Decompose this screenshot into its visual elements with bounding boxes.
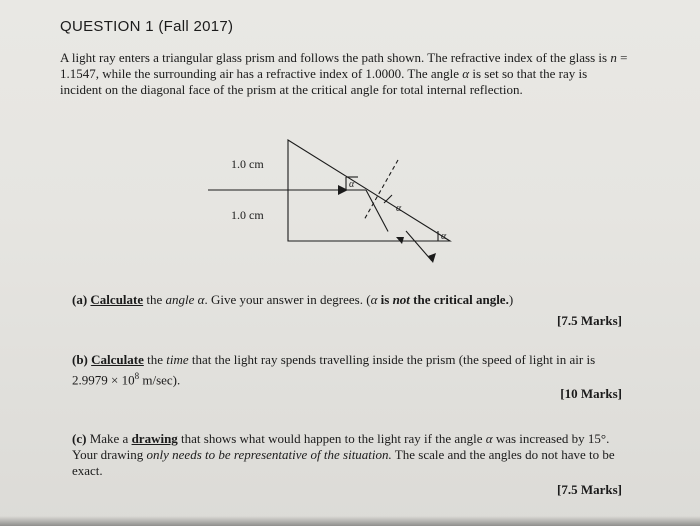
dimension-label-bottom: 1.0 cm xyxy=(231,208,264,222)
prism-diagram xyxy=(200,135,470,270)
part-c-emphasis: only needs to be representative of the situation. xyxy=(146,447,392,462)
part-c-text-1: Make a xyxy=(86,431,132,446)
intro-text-3: is set so that the ray is incident on the diagonal face of the prism at the critical angle for total internal reflection. xyxy=(60,66,588,97)
part-c-text-2: that shows what would happen to the light ray if the angle xyxy=(177,431,486,446)
part-c-marks: [7.5 Marks] xyxy=(557,482,622,497)
exit-ray xyxy=(406,231,432,261)
part-b-text-3: m/sec). xyxy=(139,372,181,388)
part-c-text-4: The scale and the angles do not have to be exact. xyxy=(72,447,615,478)
question-intro xyxy=(60,50,632,98)
part-b-text-2: that the light ray spends travelling inside the prism (the speed of light in air is 2.9979 × 10 xyxy=(72,352,596,388)
angle-label-bottom: α xyxy=(441,231,447,242)
alpha-symbol: α xyxy=(462,66,470,81)
part-a-marks: [7.5 Marks] xyxy=(557,313,622,328)
part-a-emphasis: angle α xyxy=(165,292,205,307)
part-c-label: (c) xyxy=(72,431,87,446)
part-a xyxy=(72,292,632,308)
part-b-command: Calculate xyxy=(91,352,144,367)
intro-text-1: A light ray enters a triangular glass prism and follows the path shown. The refractive index of the glass is xyxy=(60,50,611,65)
part-c-command: drawing xyxy=(131,431,178,446)
part-b-exponent: 8 xyxy=(134,371,140,381)
part-a-text-1: the xyxy=(143,292,166,307)
part-a-alpha: α xyxy=(370,292,378,307)
part-a-not: not xyxy=(392,292,410,307)
part-a-text-3: ) xyxy=(508,292,514,307)
part-b xyxy=(72,352,632,388)
part-b-emphasis: time xyxy=(166,352,189,367)
part-a-bold-1: is xyxy=(377,292,393,307)
page-shadow xyxy=(0,516,700,526)
part-a-label: (a) xyxy=(72,292,88,307)
angle-label-top: α xyxy=(349,179,355,190)
part-b-text-1: the xyxy=(143,352,167,367)
part-c-text-3: was increased by 15°. Your drawing xyxy=(72,431,610,462)
angle-label-middle: α xyxy=(396,203,402,214)
part-a-command: Calculate xyxy=(90,292,144,307)
part-a-bold-2: the critical angle. xyxy=(413,292,509,307)
part-b-marks: [10 Marks] xyxy=(560,386,622,401)
part-a-text-2: . Give your answer in degrees. ( xyxy=(204,292,371,307)
dimension-label-top: 1.0 cm xyxy=(231,157,264,171)
question-title: QUESTION 1 (Fall 2017) xyxy=(60,18,234,35)
part-c-alpha: α xyxy=(485,431,493,446)
intro-text-2: = 1.1547, while the surrounding air has a refractive index of 1.0000. The angle xyxy=(60,50,628,81)
refractive-index-symbol: n xyxy=(610,50,617,65)
part-c xyxy=(72,431,632,479)
part-b-label: (b) xyxy=(72,352,88,367)
